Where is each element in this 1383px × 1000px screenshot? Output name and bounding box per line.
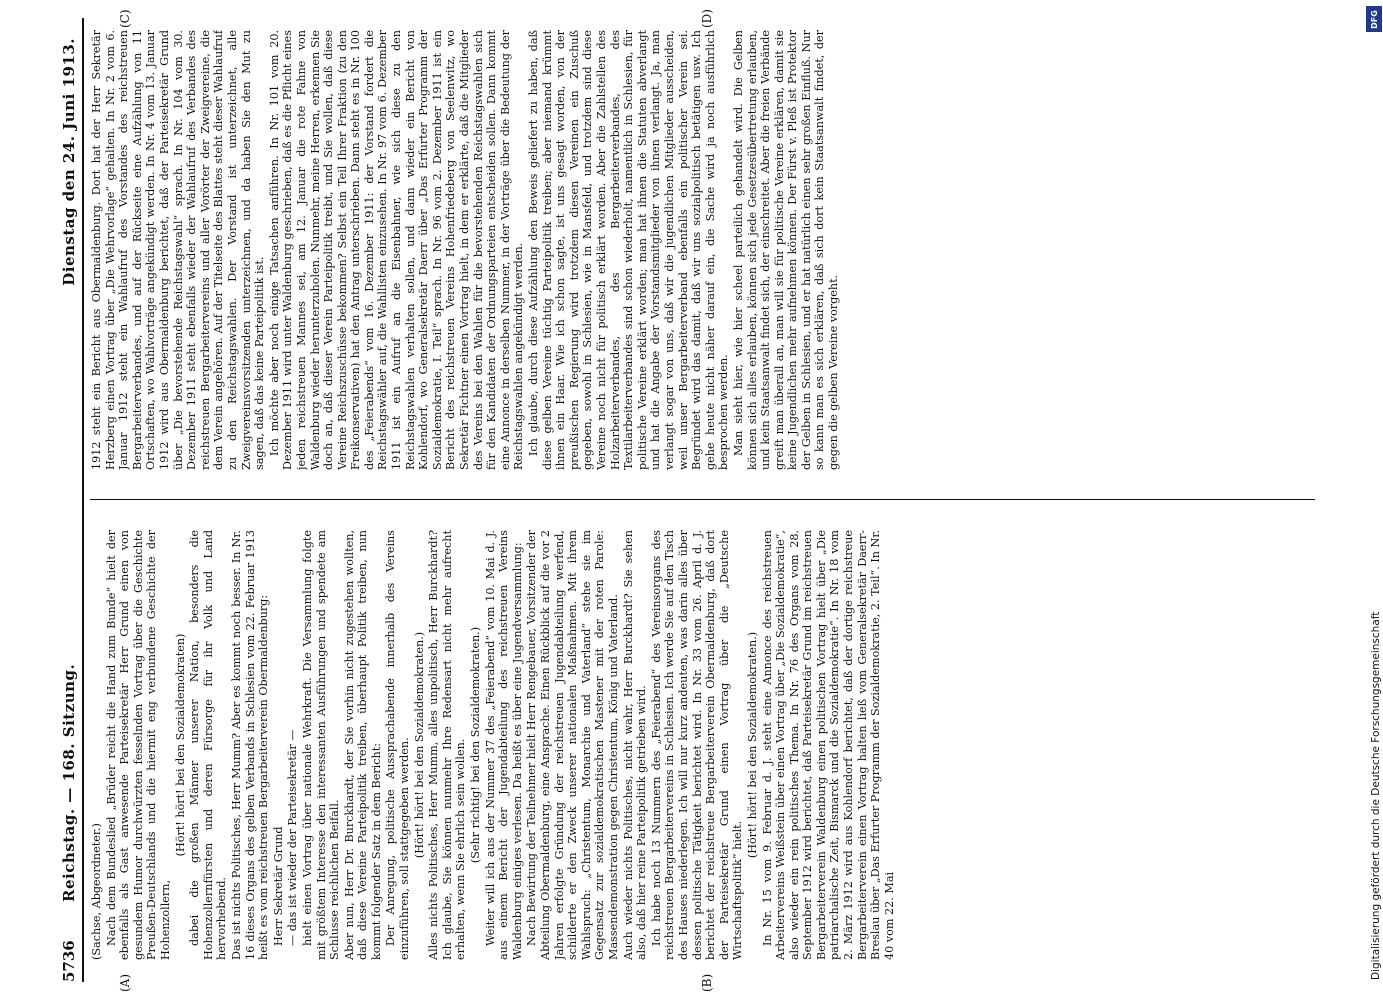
paragraph: — das ist wieder der Parteisekretär —: [286, 729, 300, 946]
paragraph: Auch wieder nichts Politisches, nicht wahr, Herr Burckhardt? Sie sehen also, daß hier reine Parteipolitik getrieben wird.: [621, 530, 649, 960]
digitization-note: [1370, 40, 1383, 980]
right-column: [90, 30, 1330, 470]
paragraph: Ich habe noch 13 Nummern des „Feierabend“ des Vereinsorgans des reichstreuen Bergarbeitervereins in Schlesien. Ich werde Sie auf den Tisch des Hauses niederlegen. Ich will nur kurz andeuten, was darin alles über dessen politische Tätigkeit berichtet wird. In Nr. 33 vom 26. April d. J. berichtet der reichstreue Bergarbeiterverein Obermaldenburg, daß dort der Parteisekretär Grund einen Vortrag über die „Deutsche Wirtschaftspolitik“ hielt.: [649, 530, 745, 960]
paragraph: Nach Bewirtung der Teilnehmer hielt Herr Rengebauer, Vorsitzender der Abteilung Obermaldenburg, eine Ansprache. Einen Rückblick auf die vor 2 Jahren erfolgte Gründung der reichstreuen Jugendabteilung werfend, schilderte er den Zweck unserer nationalen Maßnahmen. Mit ihrem Wahlspruch: „Christentum, Monarchie und Vaterland“ stehe sie im Gegensatz zur sozialdemokratischen Mastener mit der roten Parole: Massendemonstration gegen Christentum, König und Vaterland.: [525, 530, 620, 960]
dfg-logo-text: DFG: [1369, 9, 1379, 29]
speaker-note: (Sachse, Abgeordneter.): [90, 823, 103, 960]
margin-marker-a: (A): [118, 973, 132, 992]
paragraph: Weiter will ich aus der Nummer 37 des „Feierabend“ vom 10. Mai d. J. aus einem Bericht der Jugendabteilung des reichstreuen Vereins Waldenburg einiges verlesen. Da heißt es über eine Jugendversammlung:: [483, 530, 524, 960]
paragraph: Aber nun, Herr Dr. Burckhardt, der Sie vorhin nicht zugestehen wollten, daß diese Vereine Parteipolitik treiben, überhaupt Politik treiben, nun kommt folgender Satz in dem Bericht:: [342, 530, 383, 960]
margin-marker-b: (B): [700, 973, 714, 992]
interjection: (Sehr richtig! bei den Sozialdemokraten.): [469, 626, 483, 864]
page-date: Dienstag den 24. Juni 1913.: [60, 38, 78, 286]
left-column: [90, 530, 1330, 960]
paragraph: hielt einen Vortrag über nationale Wehrkraft. Die Versammlung folgte mit größtem Interesse den interessanten Ausführungen und spendete am Schlusse reichlichen Beifall.: [300, 530, 342, 960]
page-number: 5736: [60, 940, 78, 982]
page-title: Reichstag. — 168. Sitzung.: [60, 663, 78, 902]
dfg-logo: [1366, 6, 1382, 32]
digitization-note-text: Digitalisierung gefördert durch die Deutsche Forschungsgemeinschaft: [1370, 611, 1382, 980]
column-divider: [90, 499, 1315, 500]
paragraph: In Nr. 15 vom 9. Februar d. J. steht eine Annonce des reichstreuen Arbeitervereins Weißstein über einen Vortrag über „Die Sozialdemokratie“, also wieder ein rein politisches Thema. In Nr. 76 des Organs vom 28. September 1912 wird berichtet, daß Parteisekretär Grund im reichstreuen Bergarbeiterverein Waldenburg einen politischen Vortrag hielt über „Die patriarchalische Zeit, Bismarck und die Sozialdemokratie“. In Nr. 18 vom 2. März 1912 wird aus Kohlendorf berichtet, daß der dortige reichstreue Bergarbeiterverein einen Vortrag halten ließ vom Generalsekretär Daerr-Breslau über „Das Erfurter Programm der Sozialdemokratie, 2. Teil“. In Nr. 40 vom 22. Mai: [760, 530, 896, 960]
paragraph: Man sieht hier, wie hier scheel parteilich gehandelt wird. Die Gelben können sich alles erlauben, können sich jede Gesetzesübertretung erlauben, und kein Staatsanwalt findet sich, der einschreitet. Aber die freien Verbände greift man überall an, man will sie für politische Vereine erklären, damit sie keine Jugendlichen mehr aufnehmen können. Der Fürst v. Pleß ist Protektor der Gelben in Schlesien, und er hat natürlich einen sehr großen Einfluß. Nur so kann man es sich erklären, daß sich dort kein Staatsanwalt findet, der gegen die gelben Vereine vorgeht.: [731, 30, 841, 470]
margin-marker-d: (D): [700, 9, 714, 28]
paragraph: Alles nichts Politisches, Herr Mumm, alles unpolitisch, Herr Burckhardt? Ich glaube, Sie können nunmehr Ihre Redensart nicht mehr aufrecht erhalten, wenn Sie ehrlich sein wollen.: [427, 530, 468, 960]
interjection: (Hört! hört! bei den Sozialdemokraten.): [412, 631, 426, 859]
page-header: [56, 18, 84, 982]
margin-marker-c: (C): [118, 9, 132, 28]
paragraph: dabei die großen Männer unserer Nation, besonders die Hohenzollernfürsten und deren Fürsorge für ihr Volk und Land hervorhebend.: [188, 530, 229, 960]
paragraph: 1912 steht ein Bericht aus Obermaldenburg. Dort hat der Herr Sekretär Herzberg einen Vortrag über „Die Wehrvorlage“ gehalten. In Nr. 2 vom 6. Januar 1912 steht ein Wahlaufruf des Vorstandes des reichstreuen Bergarbeiterverbandes, und auf der Rückseite eine Aufzählung von 11 Ortschaften, wo Wahlvorträge angekündigt werden. In Nr. 4 vom 13. Januar 1912 wird aus Obermaldenburg berichtet, daß der Parteisekretär Grund über „Die bevorstehende Reichstagswahl“ sprach. In Nr. 104 vom 30. Dezember 1911 steht ebenfalls wieder der Wahlaufruf des Verbandes des reichstreuen Bergarbeitervereins und aller Vorörter der Zweigvereine, die dem Verein angehören. Auf der Titelseite des Blattes steht dieser Wahlaufruf zu den Reichstagswahlen. Der Vorstand ist unterzeichnet, alle Zweigvereinsvorsitzenden unterzeichnen, und da haben Sie den Mut zu sagen, daß das keine Parteipolitik ist.: [90, 30, 267, 470]
paragraph: Der Anregung, politische Aussprachabende innerhalb des Vereins einzuführen, soll stattgegeben werden.: [384, 530, 412, 960]
interjection: (Hört! hört! bei den Sozialdemokraten.): [745, 631, 759, 859]
paragraph: Das ist nichts Politisches, Herr Mumm? Aber es kommt noch besser. In Nr. 16 dieses Organs des gelben Verbands in Schlesien vom 22. Februar 1913 heißt es vom reichstreuen Bergarbeiterverein Obermaldenburg:: [229, 530, 271, 960]
paragraph: Herr Sekretär Grund: [271, 826, 285, 946]
paragraph: Ich möchte aber noch einige Tatsachen anführen. In Nr. 101 vom 20. Dezember 1911 wird unter Waldenburg geschrieben, daß es die Pflicht eines jeden reichstreuen Mannes sei, am 12. Januar die rote Fahne von Waldenburg wieder herunterzuholen. Nunmehr, meine Herren, erkennen Sie doch an, daß dieser Verein Parteipolitik treibt, und Sie wollen, daß diese Vereine Reichszuschüsse bekommen? Selbst ein Teil Ihrer Fraktion (zu den Freikonservativen) hat den Antrag unterschrieben. Dann steht es in Nr. 100 des „Feierabends“ vom 16. Dezember 1911: der Vorstand fordert die Reichstagswähler auf, die Wahllisten einzusehen. In Nr. 97 vom 6. Dezember 1911 ist ein Aufruf an die Eisenbahner, wie sich diese zu den Reichstagswahlen verhalten sollen, und dann wieder ein Bericht von Kohlendorf, wo Generalsekretär Daerr über „Das Erfurter Programm der Sozialdemokratie, I. Teil“ sprach. In Nr. 96 vom 2. Dezember 1911 ist ein Bericht des reichstreuen Vereins Hohenfriedeberg von Seelenwitz, wo Sekretär Fichtner einen Vortrag hielt, in dem er erklärte, daß die Mitglieder des Vereins bei den Wahlen für die bevorstehenden Reichstagswahlen sich für den Kandidaten der Ordnungsparteien entscheiden sollen. Dann kommt eine Annonce in derselben Nummer, in der Vorträge über die Bedeutung der Reichstagswahlen angekündigt werden.: [267, 30, 526, 470]
paragraph: Ich glaube, durch diese Aufzählung den Beweis geliefert zu haben, daß diese gelben Vereine tüchtig Parteipolitik treiben; aber niemand krümmt ihnen ein Haar. Wie ich schon sagte, ist uns gesagt worden, von der preußischen Regierung wird trotzdem diesen Vereinen ein Zuschuß gegeben, sowohl in Schlesien, wie in Mansfeld, und trotzdem sind diese Vereine noch nicht für politisch erklärt worden. Aber die Zahlstellen des Holzarbeiterverbandes, des Bergarbeiterverbandes, des Textilarbeiterverbandes sind schon wiederholt, namentlich in Schlesien, für politische Vereine erklärt worden; man hat ihnen die Statuten abverlangt und hat die Angabe der Vorstandsmitglieder von ihnen verlangt. Ja, man verlangt sogar von uns, daß wir die jugendlichen Mitglieder ausscheiden, weil unser Bergarbeiterverband ebenfalls ein politischer Verein sei. Begründet wird das damit, daß wir uns sozialpolitisch betätigen usw. Ich gehe heute nicht näher darauf ein, die Sache wird ja noch ausführlich besprochen werden.: [527, 30, 731, 470]
paragraph: Nach dem Bundeslied „Brüder reicht die Hand zum Bunde“ hielt der ebenfalls als Gast anwesende Parteisekretär Herr Grund einen von gesundem Humor durchwürzten fesselnden Vortrag über die Geschichte Preußen-Deutschlands und die hiermit eng verbundene Geschichte der Hohenzollern,: [104, 530, 172, 960]
interjection: (Hört! hört! bei den Sozialdemokraten): [173, 633, 187, 857]
